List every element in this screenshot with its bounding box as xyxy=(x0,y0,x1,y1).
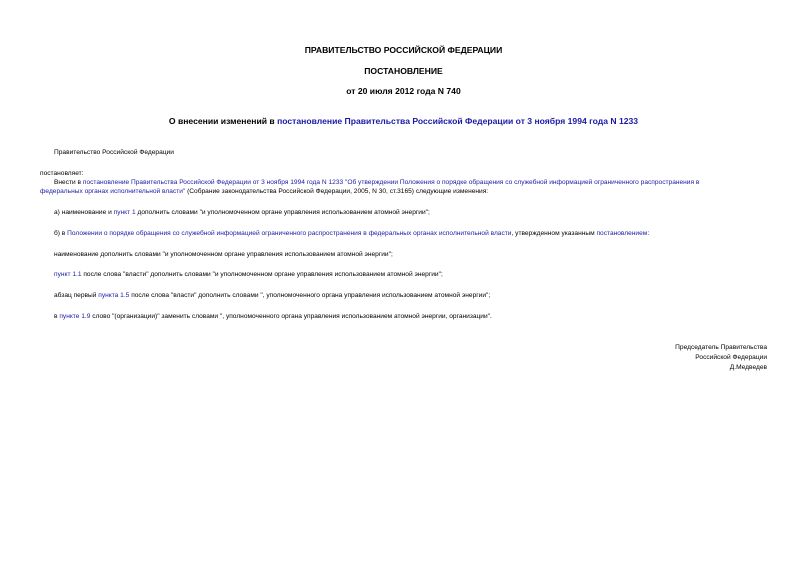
intro-text: Правительство Российской Федерации xyxy=(54,149,174,156)
signature-line-2: Российской Федерации xyxy=(695,354,767,361)
item-b2-suffix: после слова "власти" дополнить словами "и уполномоченном органе управления использованием атомной энергии"; xyxy=(81,271,443,278)
p1-suffix: (Собрание законодательства Российской Федерации, 2005, N 30, ст.3165) следующие изменения: xyxy=(185,188,489,195)
item-b-link[interactable]: Положении о порядке обращения со служебной информацией ограниченного распространения в федеральных органах исполнительной власти xyxy=(67,230,512,237)
date-number-heading: от 20 июля 2012 года N 740 xyxy=(346,86,461,96)
item-b2 xyxy=(54,270,443,279)
item-a-link[interactable]: пункт 1 xyxy=(113,209,136,216)
title-prefix: О внесении изменений в xyxy=(168,116,278,126)
paragraph-1-line-2 xyxy=(40,187,488,196)
item-b1: наименование дополнить словами "и уполномоченном органе управления использованием атомной энергии"; xyxy=(54,251,393,258)
doc-type-heading: ПОСТАНОВЛЕНИЕ xyxy=(364,66,443,76)
item-b4-prefix: в xyxy=(54,313,60,320)
item-b3-suffix: после слова "власти" дополнить словами ", уполномоченного органа управления использованием атомной энергии"; xyxy=(129,292,491,299)
item-b xyxy=(54,229,649,238)
item-b4 xyxy=(54,312,492,321)
item-a xyxy=(54,208,430,217)
item-b3 xyxy=(54,291,490,300)
item-a-prefix: а) наименование и xyxy=(54,209,114,216)
item-b-link-2[interactable]: постановлением xyxy=(596,230,648,237)
item-b-suffix: : xyxy=(647,230,650,237)
government-heading: ПРАВИТЕЛЬСТВО РОССИЙСКОЙ ФЕДЕРАЦИИ xyxy=(304,45,503,55)
p1-link-1[interactable]: постановление Правительства Российской Федерации от 3 ноября 1994 года N 1233 "Об утверждении Положения о порядке обращения со служебной информацией ограниченного распространения в xyxy=(82,179,700,186)
item-b4-link[interactable]: пункте 1.9 xyxy=(59,313,91,320)
document-title xyxy=(0,116,807,127)
item-b-prefix: б) в xyxy=(54,230,68,237)
signature-line-1: Председатель Правительства xyxy=(675,344,767,351)
signature-name: Д.Медведев xyxy=(729,364,767,371)
item-b3-prefix: абзац первый xyxy=(54,292,99,299)
p1-link-2[interactable]: федеральных органах исполнительной власти" xyxy=(40,188,186,195)
item-b4-suffix: слово "(организации)" заменить словами ", уполномоченного органа управления использованием атомной энергии, организации". xyxy=(90,313,492,320)
p1-prefix: Внести в xyxy=(54,179,83,186)
item-b3-link[interactable]: пункта 1.5 xyxy=(98,292,130,299)
item-b-middle: , утвержденном указанным xyxy=(511,230,597,237)
item-b2-link[interactable]: пункт 1.1 xyxy=(54,271,82,278)
title-link[interactable]: постановление Правительства Российской Федерации от 3 ноября 1994 года N 1233 xyxy=(277,116,639,126)
decrees-text: постановляет: xyxy=(40,170,84,177)
paragraph-1-line-1 xyxy=(54,178,699,187)
item-a-suffix: дополнить словами "и уполномоченном органе управления использованием атомной энергии"; xyxy=(135,209,430,216)
